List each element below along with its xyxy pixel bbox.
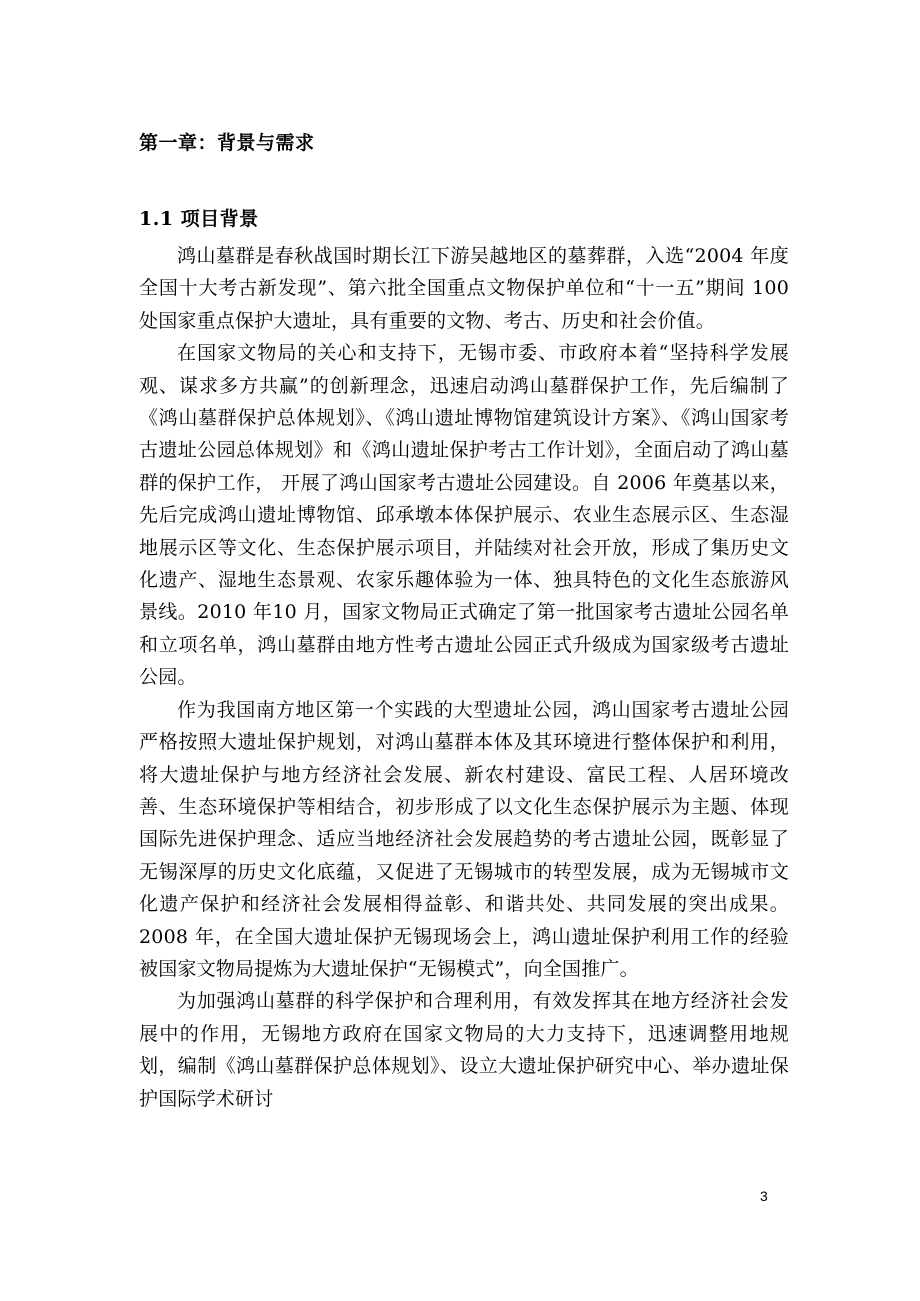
paragraph: 鸿山墓群是春秋战国时期长江下游吴越地区的墓葬群，入选“2004 年度全国十大考古新发现”、第六批全国重点文物保护单位和“十一五”期间 100 处国家重点保护大遗址，具有重要的文物、考古、历史和社会价值。 (139, 245, 789, 332)
chapter-title: 第一章：背景与需求 (139, 132, 315, 154)
body-text (139, 240, 789, 1115)
paragraph: 在国家文物局的关心和支持下，无锡市委、市政府本着“坚持科学发展观、谋求多方共赢”的创新理念，迅速启动鸿山墓群保护工作，先后编制了《鸿山墓群保护总体规划》、《鸿山遗址博物馆建筑设计方案》、《鸿山国家考古遗址公园总体规划》和《鸿山遗址保护考古工作计划》，全面启动了鸿山墓群的保护工作， 开展了鸿山国家考古遗址公园建设。自 2006 年奠基以来，先后完成鸿山遗址博物馆、邱承墩本体保护展示、农业生态展示区、生态湿地展示区等文化、生态保护展示项目，并陆续对社会开放，形成了集历史文化遗产、湿地生态景观、农家乐趣体验为一体、独具特色的文化生态旅游风景线。2010 年10 月，国家文物局正式确定了第一批国家考古遗址公园名单和立项名单，鸿山墓群由地方性考古遗址公园正式升级成为国家级考古遗址公园。 (139, 342, 789, 689)
page-number: 3 (760, 1188, 768, 1204)
paragraph: 为加强鸿山墓群的科学保护和合理利用，有效发挥其在地方经济社会发展中的作用，无锡地方政府在国家文物局的大力支持下，迅速调整用地规划，编制《鸿山墓群保护总体规划》、设立大遗址保护研究中心、举办遗址保护国际学术研讨 (139, 990, 789, 1110)
section-title: 1.1 项目背景 (139, 208, 259, 230)
paragraph: 作为我国南方地区第一个实践的大型遗址公园，鸿山国家考古遗址公园严格按照大遗址保护规划，对鸿山墓群本体及其环境进行整体保护和利用，将大遗址保护与地方经济社会发展、新农村建设、富民工程、人居环境改善、生态环境保护等相结合，初步形成了以文化生态保护展示为主题、体现国际先进保护理念、适应当地经济社会发展趋势的考古遗址公园，既彰显了无锡深厚的历史文化底蕴，又促进了无锡城市的转型发展，成为无锡城市文化遗产保护和经济社会发展相得益彰、和谐共处、共同发展的突出成果。2008 年，在全国大遗址保护无锡现场会上，鸿山遗址保护利用工作的经验被国家文物局提炼为大遗址保护“无锡模式”，向全国推广。 (139, 698, 789, 980)
